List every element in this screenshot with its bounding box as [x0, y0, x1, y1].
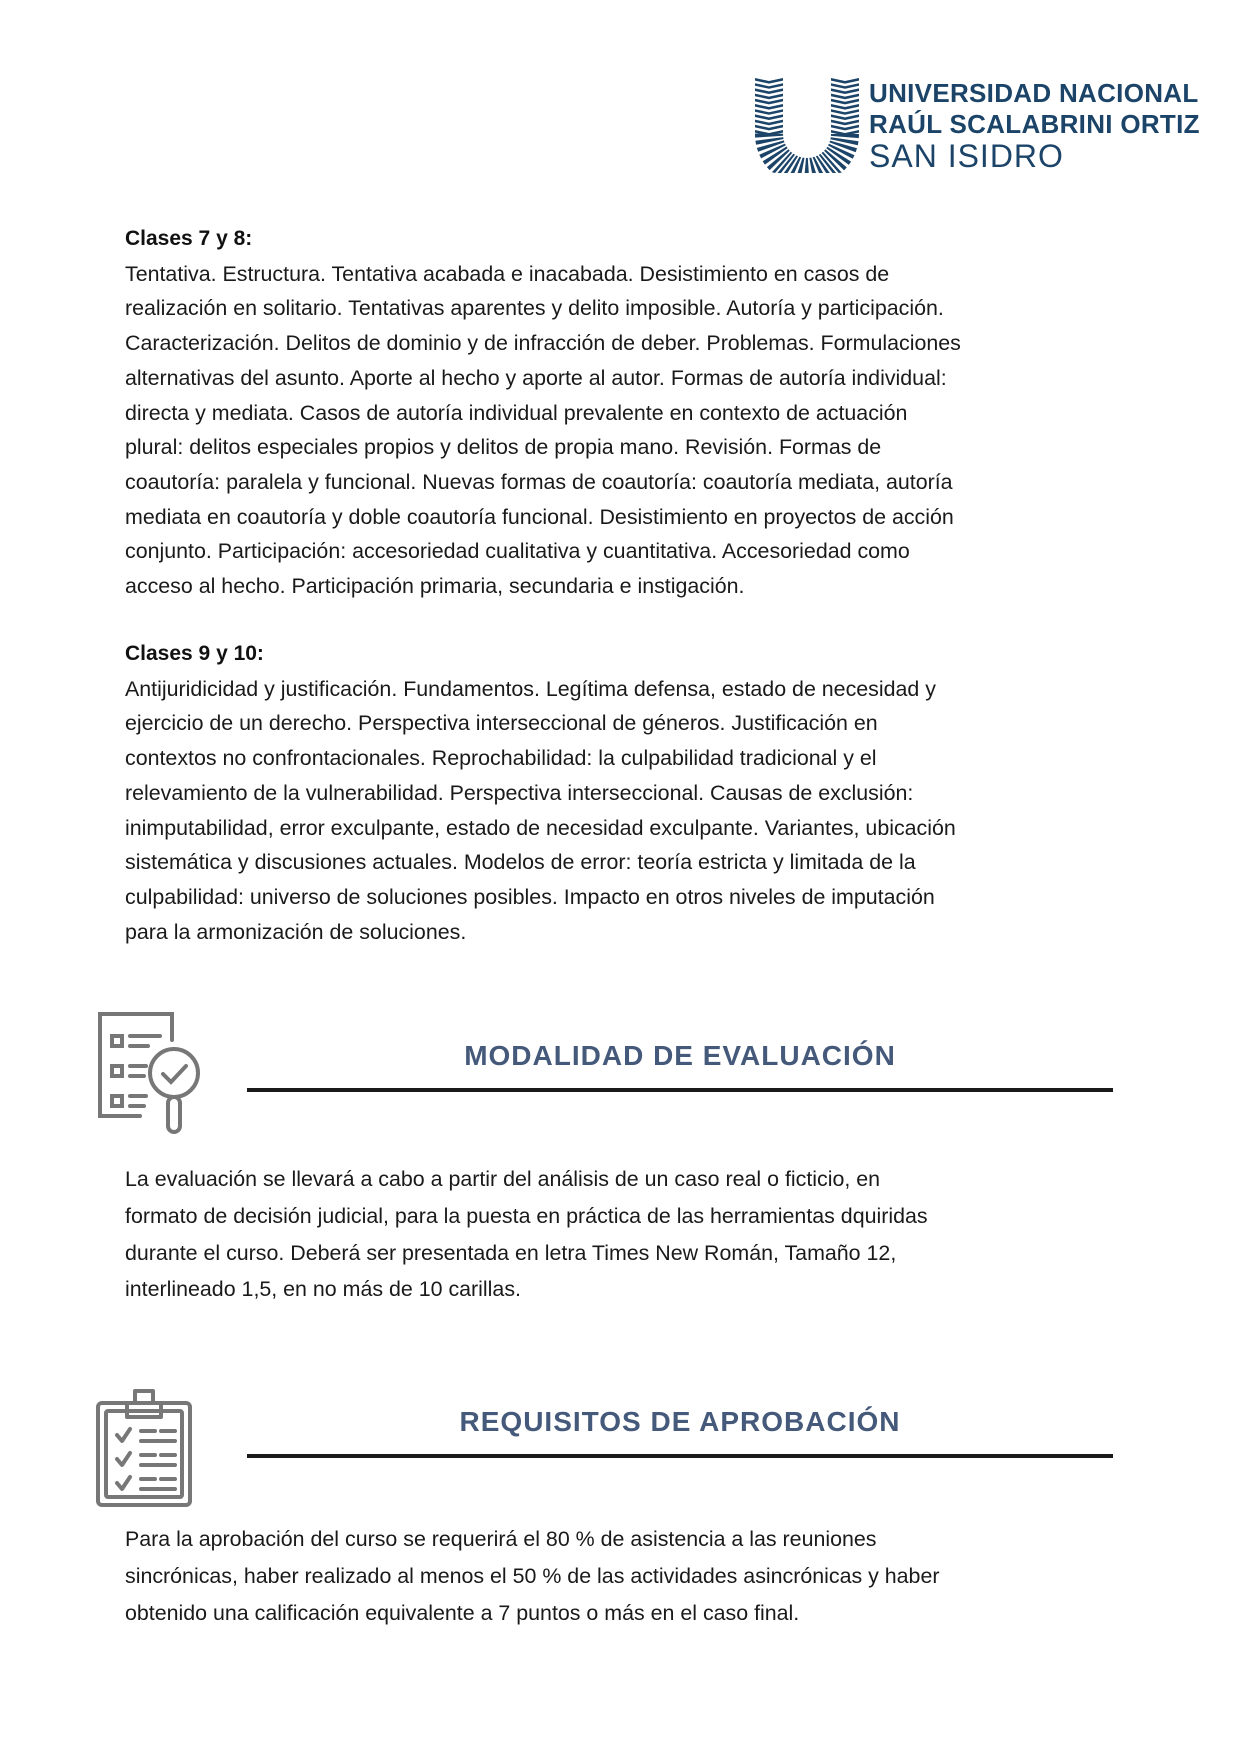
classes-9-10-body: [125, 672, 1125, 950]
text-line: coautoría: paralela y funcional. Nuevas formas de coautoría: coautoría mediata, autoría: [125, 469, 953, 494]
evaluation-divider: [247, 1088, 1113, 1092]
text-line: acceso al hecho. Participación primaria, secundaria e instigación.: [125, 574, 745, 599]
university-u-logo-icon: [755, 76, 859, 174]
logo-text: [869, 76, 1200, 172]
logo-stripe: [831, 78, 859, 84]
logo-stripe: [831, 88, 859, 94]
evaluation-body: [125, 1161, 1135, 1308]
logo-stripe: [831, 99, 859, 105]
requirements-body: [125, 1521, 1135, 1631]
logo-stripe: [755, 134, 783, 138]
logo-stripe: [755, 94, 783, 100]
logo-stripe: [805, 158, 809, 173]
logo-stripe: [831, 83, 859, 89]
logo-stripe: [831, 114, 859, 120]
logo-line-1: UNIVERSIDAD NACIONAL: [869, 78, 1199, 108]
text-line: Caracterización. Delitos de dominio y de infracción de deber. Problemas. Formulaciones: [125, 331, 961, 356]
logo-stripe: [755, 114, 783, 120]
text-line: Antijuridicidad y justificación. Fundamentos. Legítima defensa, estado de necesidad y: [125, 676, 936, 701]
text-line: realización en solitario. Tentativas aparentes y delito imposible. Autoría y participación.: [125, 296, 944, 321]
requirements-divider: [247, 1454, 1113, 1458]
logo-stripe: [831, 120, 859, 126]
text-line: contextos no confrontacionales. Reprochabilidad: la culpabilidad tradicional y el: [125, 746, 877, 771]
text-line: relevamiento de la vulnerabilidad. Perspectiva interseccional. Causas de exclusión:: [125, 780, 914, 805]
logo-stripe: [831, 125, 859, 131]
text-line: Tentativa. Estructura. Tentativa acabada e inacabada. Desistimiento en casos de: [125, 261, 890, 286]
text-line: plural: delitos especiales propios y delitos de propia mano. Revisión. Formas de: [125, 435, 882, 460]
logo-stripe: [831, 134, 859, 138]
text-line: directa y mediata. Casos de autoría individual prevalente en contexto de actuación: [125, 400, 908, 425]
text-line: sistemática y discusiones actuales. Modelos de error: teoría estricta y limitada de la: [125, 850, 916, 875]
text-line: inimputabilidad, error exculpante, estado de necesidad exculpante. Variantes, ubicación: [125, 815, 956, 840]
classes-9-10-section: [125, 637, 1125, 949]
evaluation-title: MODALIDAD DE EVALUACIÓN: [464, 1040, 896, 1071]
logo-stripe: [831, 94, 859, 100]
logo-stripe: [755, 104, 783, 110]
university-logo: [755, 76, 1215, 176]
text-line: formato de decisión judicial, para la puesta en práctica de las herramientas dquiridas: [125, 1203, 928, 1228]
text-line: interlineado 1,5, en no más de 10 carillas.: [125, 1277, 521, 1302]
classes-7-8-heading: Clases 7 y 8:: [125, 227, 253, 250]
logo-line-2: RAÚL SCALABRINI ORTIZ: [869, 109, 1200, 139]
text-line: para la armonización de soluciones.: [125, 919, 467, 944]
checklist-magnifier-icon: [96, 1010, 208, 1136]
classes-9-10-heading: Clases 9 y 10:: [125, 642, 264, 665]
logo-stripe: [755, 99, 783, 105]
text-line: mediata en coautoría y doble coautoría funcional. Desistimiento en proyectos de acción: [125, 504, 954, 529]
logo-stripe: [755, 83, 783, 89]
text-line: alternativas del asunto. Aporte al hecho y aporte al autor. Formas de autoría individual:: [125, 365, 947, 390]
requirements-title: REQUISITOS DE APROBACIÓN: [459, 1406, 901, 1437]
classes-7-8-section: [125, 222, 1125, 604]
logo-stripe: [755, 78, 783, 84]
text-line: culpabilidad: universo de soluciones posibles. Impacto en otros niveles de imputación: [125, 884, 935, 909]
text-line: ejercicio de un derecho. Perspectiva interseccional de géneros. Justificación en: [125, 711, 878, 736]
logo-line-3: SAN ISIDRO: [869, 138, 1064, 174]
text-line: durante el curso. Deberá ser presentada en letra Times New Román, Tamaño 12,: [125, 1240, 897, 1265]
logo-stripe: [755, 88, 783, 94]
logo-stripe: [755, 120, 783, 126]
text-line: conjunto. Participación: accesoriedad cualitativa y cuantitativa. Accesoriedad como: [125, 539, 910, 564]
text-line: obtenido una calificación equivalente a 7 puntos o más en el caso final.: [125, 1600, 800, 1625]
text-line: La evaluación se llevará a cabo a partir del análisis de un caso real o ficticio, en: [125, 1167, 881, 1191]
logo-stripe: [755, 109, 783, 115]
clipboard-checklist-icon: [95, 1385, 193, 1509]
logo-stripe: [831, 104, 859, 110]
logo-stripe: [755, 125, 783, 131]
text-line: Para la aprobación del curso se requerirá el 80 % de asistencia a las reuniones: [125, 1527, 877, 1551]
classes-7-8-body: [125, 257, 1125, 604]
text-line: sincrónicas, haber realizado al menos el 50 % de las actividades asincrónicas y haber: [125, 1563, 940, 1588]
logo-stripe: [831, 109, 859, 115]
